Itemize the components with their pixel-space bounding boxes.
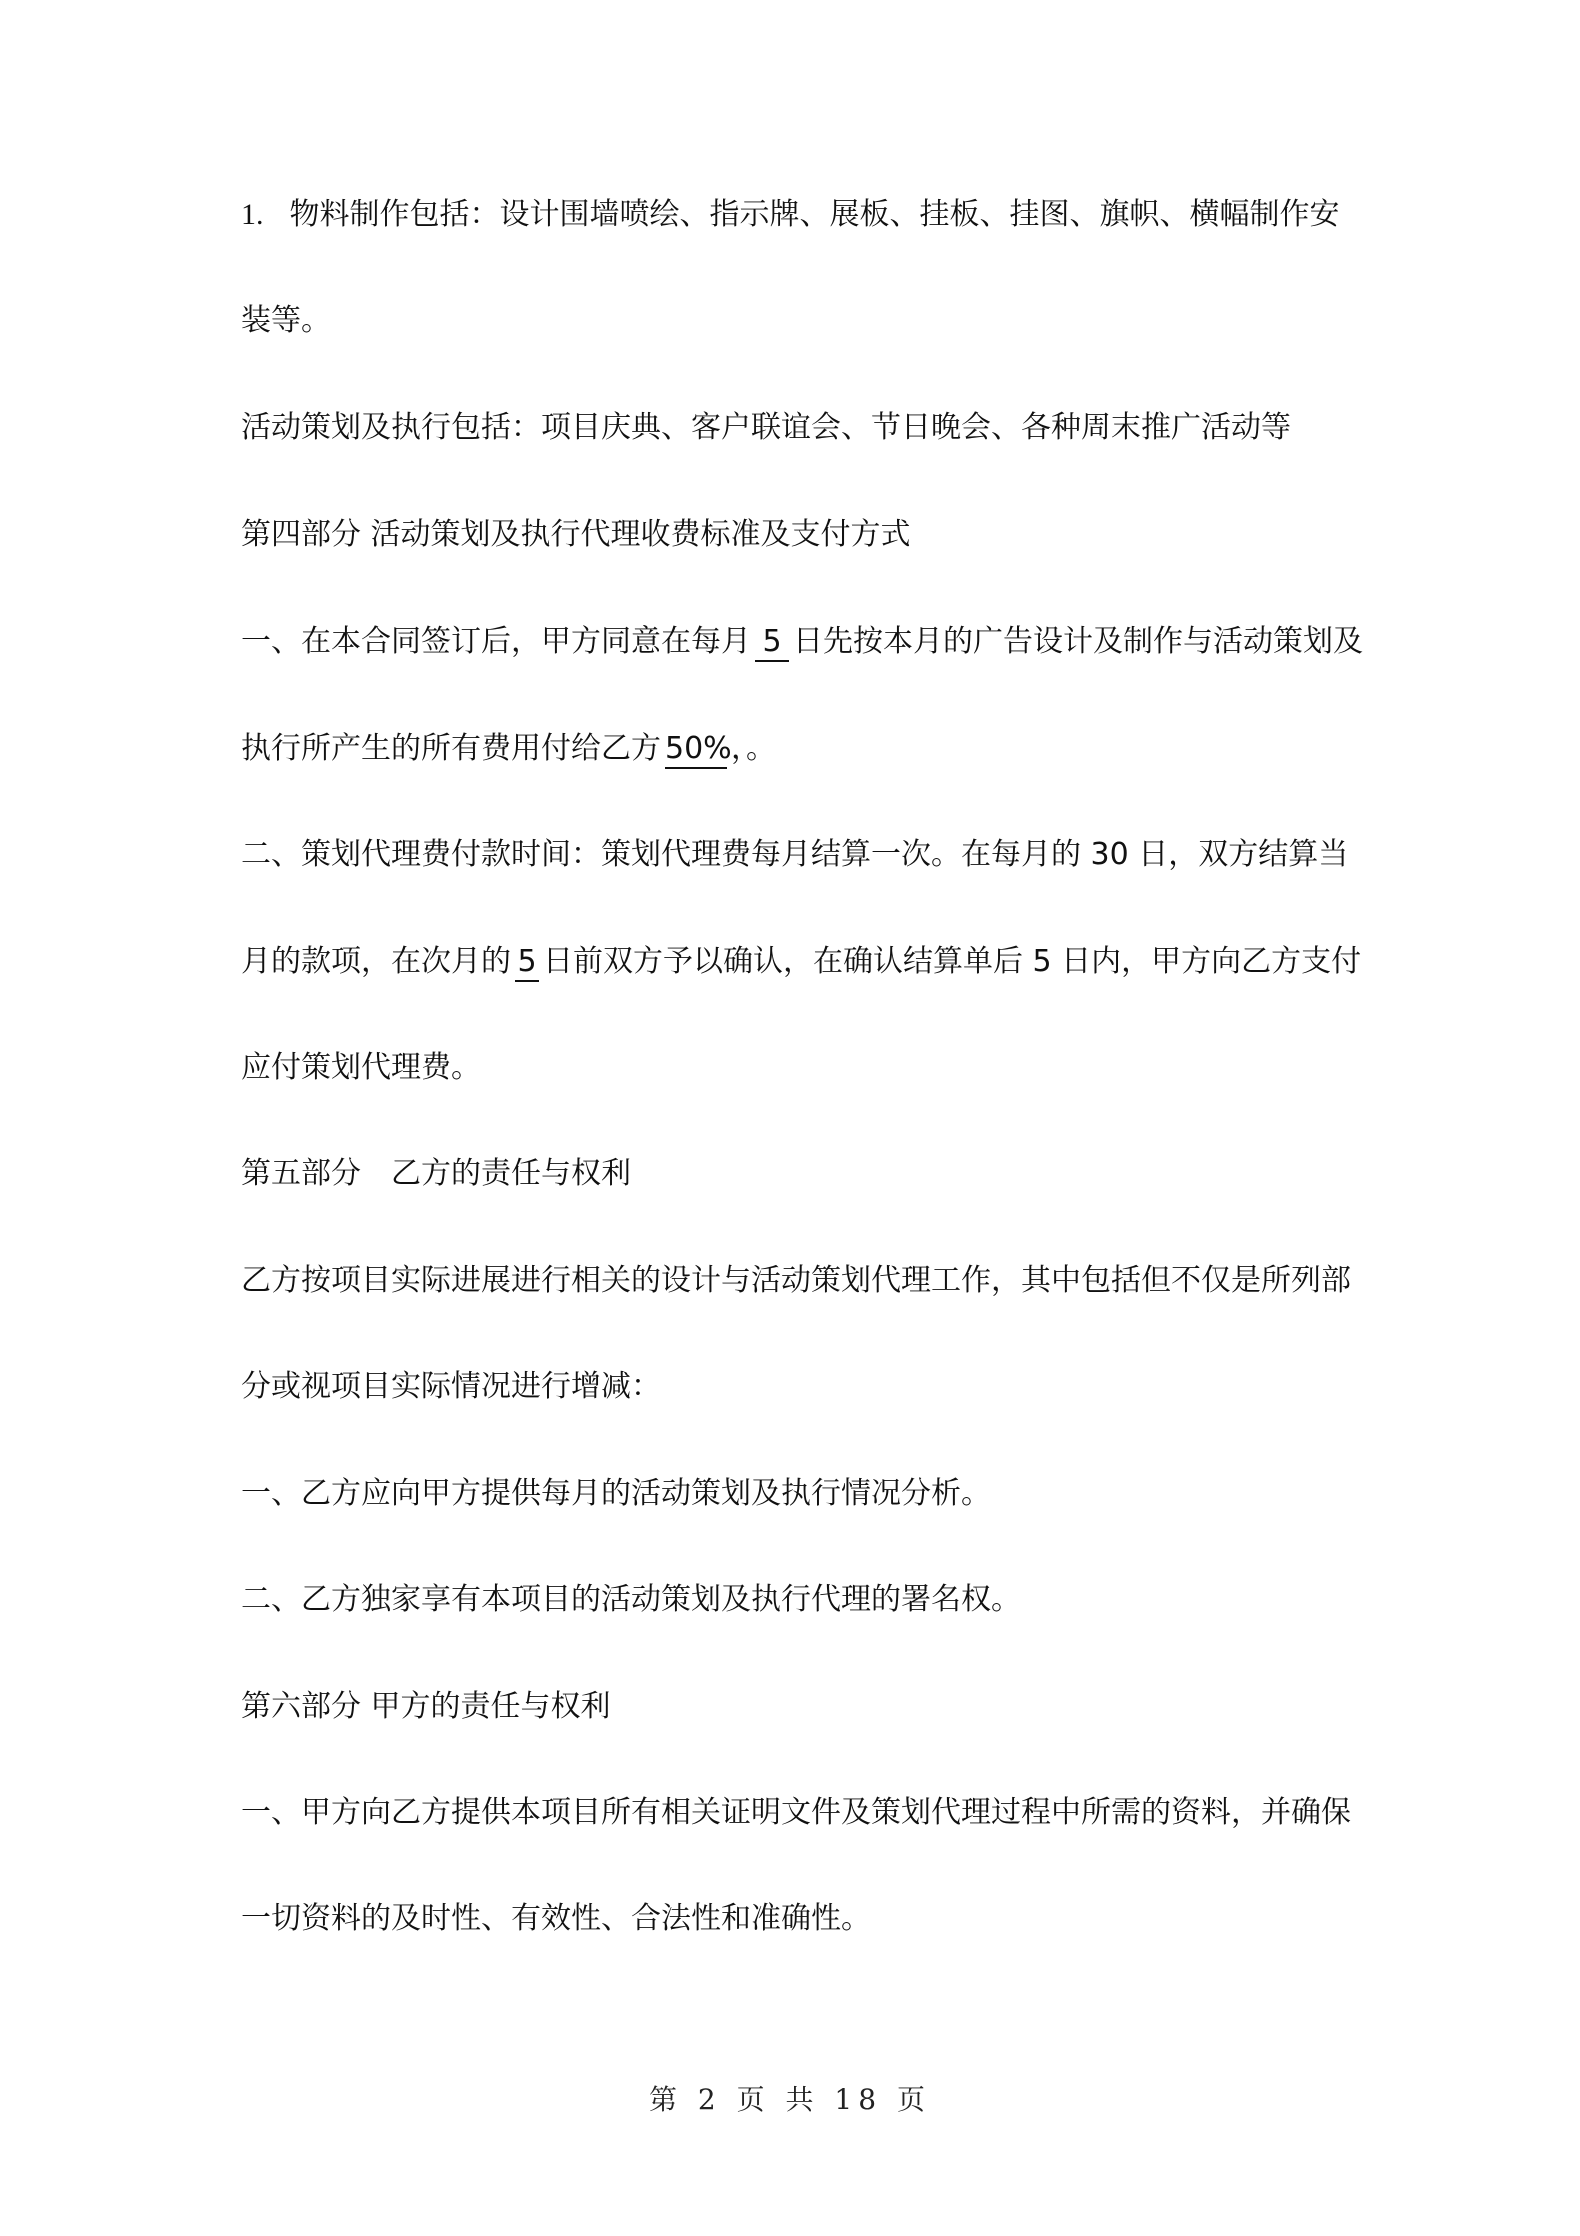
clause-two-line-1: 二、策划代理费付款时间：策划代理费每月结算一次。在每月的 30 日，双方结算当 <box>241 837 1349 872</box>
clause-text: 执行所产生的所有费用付给乙方 <box>241 731 661 766</box>
clause-two-line-3: 应付策划代理费。 <box>241 1050 481 1085</box>
clause-text: 一、在本合同签订后，甲方同意在每月 <box>241 624 751 659</box>
paragraph-continuation: 装等。 <box>241 303 331 338</box>
section-heading-part-four: 第四部分 活动策划及执行代理收费标准及支付方式 <box>241 517 911 552</box>
clause-party-b-one: 一、乙方应向甲方提供每月的活动策划及执行情况分析。 <box>241 1476 991 1511</box>
fill-in-day: 5 <box>755 624 789 662</box>
fill-in-percentage: 50% <box>665 731 727 769</box>
clause-text: 日前双方予以确认，在确认结算单后 5 日内，甲方向乙方支付 <box>543 944 1362 979</box>
clause-text: 月的款项，在次月的 <box>241 944 511 979</box>
paragraph-activities: 活动策划及执行包括：项目庆典、客户联谊会、节日晚会、各种周末推广活动等 <box>241 410 1291 445</box>
clause-one-line-1 <box>241 622 1361 662</box>
paragraph-item-1 <box>241 195 1361 235</box>
clause-party-a-one-line-2: 一切资料的及时性、有效性、合法性和准确性。 <box>241 1901 871 1936</box>
clause-party-a-one-line-1: 一、甲方向乙方提供本项目所有相关证明文件及策划代理过程中所需的资料，并确保 <box>241 1795 1351 1830</box>
clause-text: 日先按本月的广告设计及制作与活动策划及 <box>793 624 1363 659</box>
paragraph-part-five-intro-1: 乙方按项目实际进展进行相关的设计与活动策划代理工作，其中包括但不仅是所列部 <box>241 1263 1351 1298</box>
paragraph-text: 物料制作包括：设计围墙喷绘、指示牌、展板、挂板、挂图、旗帜、横幅制作安 <box>289 197 1340 232</box>
list-number: 1. <box>241 198 264 231</box>
clause-two-line-2 <box>241 942 1361 982</box>
paragraph-part-five-intro-2: 分或视项目实际情况进行增减： <box>241 1369 661 1404</box>
clause-one-line-2 <box>241 729 1361 769</box>
section-heading-part-five: 第五部分 乙方的责任与权利 <box>241 1156 631 1191</box>
page-number-footer: 第 2 页 共 18 页 <box>649 2083 931 2116</box>
fill-in-day: 5 <box>515 944 539 982</box>
clause-text: ，。 <box>731 731 776 766</box>
section-heading-part-six: 第六部分 甲方的责任与权利 <box>241 1689 611 1724</box>
clause-party-b-two: 二、乙方独家享有本项目的活动策划及执行代理的署名权。 <box>241 1582 1021 1617</box>
